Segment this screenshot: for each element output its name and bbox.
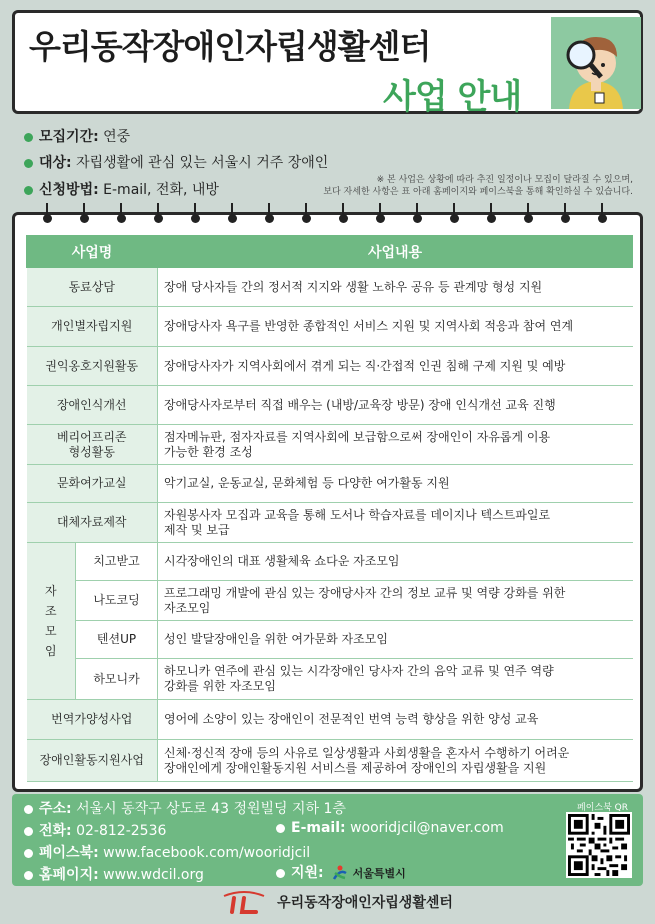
- program-desc: 점자메뉴판, 점자자료를 지역사회에 보급함으로써 장애인이 자유롭게 이용 가능한 환경 조성: [158, 425, 633, 465]
- binder-ring-icon: [191, 203, 199, 227]
- support-line: 지원: 서울특별시: [276, 862, 406, 882]
- table-row: [27, 700, 633, 740]
- bullet-icon: [24, 186, 33, 195]
- program-desc: 장애당사자가 지역사회에서 겪게 되는 직·간접적 인권 침해 구제 지원 및 예방: [158, 347, 633, 386]
- binder-ring-icon: [80, 203, 88, 227]
- page-title: 우리동작장애인자립생활센터: [29, 27, 431, 66]
- binder-ring-icon: [265, 203, 273, 227]
- bullet-icon: [276, 869, 285, 878]
- program-desc: 영어에 소양이 있는 장애인이 전문적인 번역 능력 향상을 위한 양성 교육: [158, 700, 633, 740]
- bullet-icon: [276, 824, 285, 833]
- binder-ring-icon: [561, 203, 569, 227]
- program-name: 권익옹호지원활동: [27, 347, 158, 386]
- column-header-content: 사업내용: [158, 236, 633, 268]
- table-row: [27, 659, 633, 700]
- bullet-icon: [24, 159, 33, 168]
- info-target: 대상: 자립생활에 관심 있는 서울시 거주 장애인: [24, 152, 328, 172]
- table-row: [27, 465, 633, 503]
- table-row: [27, 581, 633, 621]
- binder-ring-icon: [228, 203, 236, 227]
- program-name: 텐션UP: [76, 621, 158, 659]
- title-box: [12, 10, 643, 117]
- table-row: [27, 307, 633, 347]
- org-logo: [222, 890, 453, 918]
- bullet-icon: [24, 849, 33, 858]
- bullet-icon: [24, 871, 33, 880]
- email-line: E-mail: wooridjcil@naver.com: [276, 820, 504, 836]
- program-desc: 장애당사자로부터 직접 배우는 (내방/교육장 방문) 장애 인식개선 교육 진행: [158, 386, 633, 425]
- email-link[interactable]: wooridjcil@naver.com: [350, 820, 504, 836]
- binder-ring-icon: [302, 203, 310, 227]
- facebook-link[interactable]: www.facebook.com/wooridjcil: [103, 845, 311, 861]
- program-name: 번역가양성사업: [27, 700, 158, 740]
- table-row: [27, 268, 633, 307]
- program-desc: 자원봉사자 모집과 교육을 통해 도서나 학습자료를 데이지나 텍스트파일로 제작 및 보급: [158, 503, 633, 543]
- table-row: [27, 621, 633, 659]
- program-desc: 장애 당사자들 간의 정서적 지지와 생활 노하우 공유 등 관계망 형성 지원: [158, 268, 633, 307]
- phone-line: 전화: 02-812-2536: [24, 820, 166, 840]
- info-method: 신청방법: E-mail, 전화, 내방: [24, 179, 219, 199]
- group-label-self-help: 자 조 모 임: [27, 543, 76, 700]
- table-row: [27, 503, 633, 543]
- table-header-row: [27, 236, 633, 268]
- binder-ring-icon: [117, 203, 125, 227]
- table-row: [27, 386, 633, 425]
- program-desc: 장애당사자 욕구를 반영한 종합적인 서비스 지원 및 지역사회 적응과 참여 연계: [158, 307, 633, 347]
- binder-ring-icon: [154, 203, 162, 227]
- binder-ring-icon: [376, 203, 384, 227]
- facebook-line: 페이스북: www.facebook.com/wooridjcil: [24, 842, 310, 862]
- program-desc: 악기교실, 운동교실, 문화체험 등 다양한 여가활동 지원: [158, 465, 633, 503]
- program-name: 개인별자립지원: [27, 307, 158, 347]
- program-name: 나도코딩: [76, 581, 158, 621]
- program-desc: 시각장애인의 대표 생활체육 쇼다운 자조모임: [158, 543, 633, 581]
- homepage-line: 홈페이지: www.wdcil.org: [24, 864, 204, 884]
- program-name: 장애인활동지원사업: [27, 740, 158, 782]
- seoul-logo-icon: [332, 865, 348, 881]
- binder-ring-icon: [450, 203, 458, 227]
- info-period: 모집기간: 연중: [24, 126, 130, 146]
- binder-ring-icon: [339, 203, 347, 227]
- binder-ring-icon: [487, 203, 495, 227]
- notice-text: ※ 본 사업은 상황에 따라 추진 일정이나 모집이 달라질 수 있으며, 보다 자세한 사항은 표 아래 홈페이지와 페이스북을 통해 확인하실 수 있습니다.: [323, 175, 633, 197]
- program-name: 하모니카: [76, 659, 158, 700]
- facebook-qr-code[interactable]: [566, 812, 632, 878]
- program-desc: 하모니카 연주에 관심 있는 시각장애인 당사자 간의 음악 교류 및 연주 역량 강화를 위한 자조모임: [158, 659, 633, 700]
- program-name: 장애인식개선: [27, 386, 158, 425]
- binder-ring-icon: [43, 203, 51, 227]
- bullet-icon: [24, 827, 33, 836]
- program-desc: 프로그래밍 개발에 관심 있는 장애당사자 간의 정보 교류 및 역량 강화를 위한 자조모임: [158, 581, 633, 621]
- org-name: 우리동작장애인자립생활센터: [277, 895, 453, 911]
- table-row: [27, 347, 633, 386]
- table-row: [27, 740, 633, 782]
- homepage-link[interactable]: www.wdcil.org: [103, 867, 204, 883]
- page-subtitle: 사업 안내: [383, 77, 522, 117]
- org-logo-icon: [222, 890, 266, 914]
- program-desc: 성인 발달장애인을 위한 여가문화 자조모임: [158, 621, 633, 659]
- mascot-magnifier-icon: [551, 17, 641, 109]
- qr-label: 페이스북 QR: [577, 803, 628, 813]
- contact-footer: [12, 794, 643, 886]
- binder-ring-icon: [413, 203, 421, 227]
- program-name: 대체자료제작: [27, 503, 158, 543]
- program-table-box: [12, 212, 643, 792]
- program-desc: 신체·정신적 장애 등의 사유로 일상생활과 사회생활을 혼자서 수행하기 어려운 장애인에게 장애인활동지원 서비스를 제공하여 장애인의 자립생활을 지원: [158, 740, 633, 782]
- binder-ring-icon: [524, 203, 532, 227]
- table-row: [27, 425, 633, 465]
- program-name: 문화여가교실: [27, 465, 158, 503]
- program-name: 동료상담: [27, 268, 158, 307]
- bullet-icon: [24, 805, 33, 814]
- binder-ring-icon: [598, 203, 606, 227]
- column-header-name: 사업명: [27, 236, 158, 268]
- program-name: 베리어프리존 형성활동: [27, 425, 158, 465]
- bullet-icon: [24, 133, 33, 142]
- program-name: 치고받고: [76, 543, 158, 581]
- address-line: 주소: 서울시 동작구 상도로 43 정원빌딩 지하 1층: [24, 798, 346, 818]
- program-table: [26, 235, 633, 782]
- table-row: [27, 543, 633, 581]
